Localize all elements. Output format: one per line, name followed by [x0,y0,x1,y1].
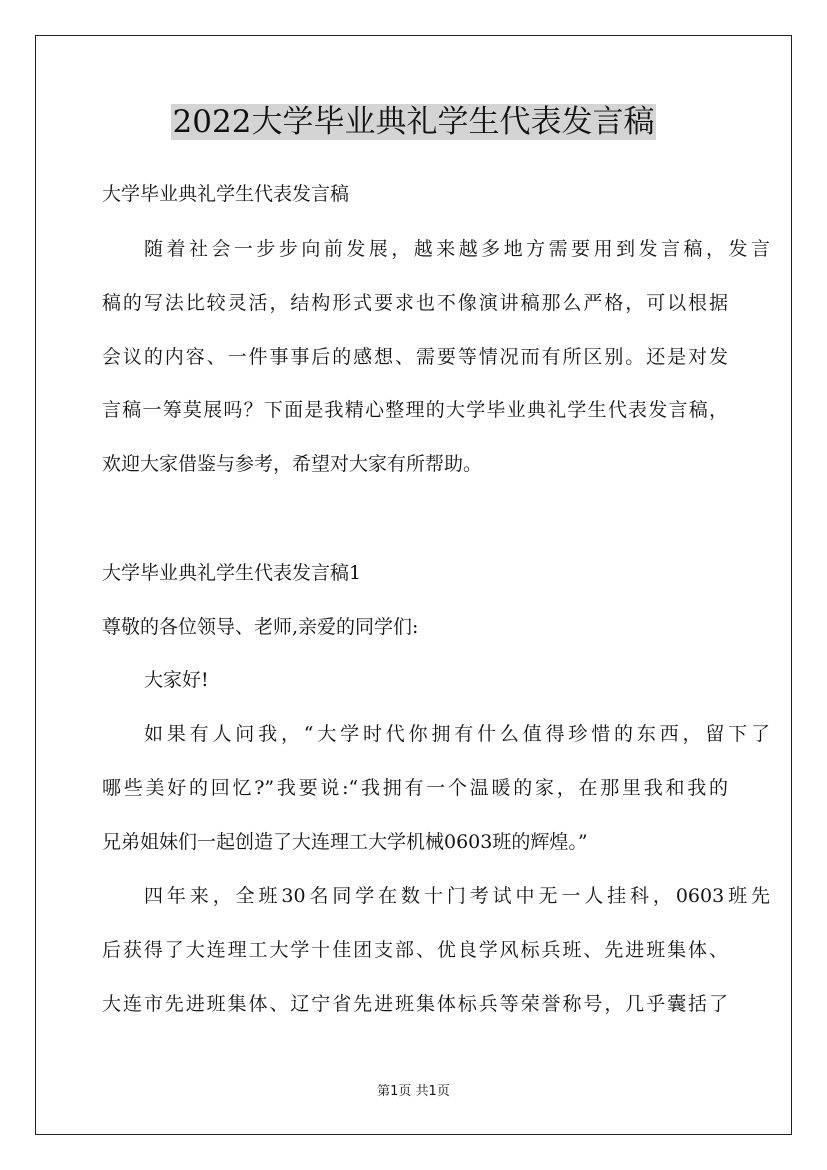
document-title [0,100,827,144]
intro-line: 欢迎大家借鉴与参考，希望对大家有所帮助。 [102,453,483,475]
intro-line: 稿的写法比较灵活，结构形式要求也不像演讲稿那么严格，可以根据 [102,292,728,314]
intro-line: 会议的内容、一件事事后的感想、需要等情况而有所区别。还是对发 [102,346,728,368]
paragraph-line: 大连市先进班集体、辽宁省先进班集体标兵等荣誉称号，几乎囊括了 [102,993,728,1015]
paragraph-line: 如果有人问我，“大学时代你拥有什么值得珍惜的东西，留下了 [144,723,770,745]
salutation: 尊敬的各位领导、老师,亲爱的同学们: [102,616,419,638]
intro-line: 随着社会一步步向前发展，越来越多地方需要用到发言稿，发言 [144,238,770,260]
document-subtitle: 大学毕业典礼学生代表发言稿 [102,183,350,205]
paragraph-line: 哪些美好的回忆?”我要说:“我拥有一个温暖的家，在那里我和我的 [102,777,728,799]
paragraph-line: 后获得了大连理工大学十佳团支部、优良学风标兵班、先进班集体、 [102,939,728,961]
page-footer [0,1083,827,1101]
paragraph-line: 四年来，全班30名同学在数十门考试中无一人挂科，0603班先 [144,885,770,907]
section-heading: 大学毕业典礼学生代表发言稿1 [102,562,362,584]
intro-line: 言稿一筹莫展吗？下面是我精心整理的大学毕业典礼学生代表发言稿， [102,399,728,421]
paragraph-line: 兄弟姐妹们一起创造了大连理工大学机械0603班的辉煌。” [102,831,588,853]
document-title-text: 2022大学毕业典礼学生代表发言稿 [172,104,655,140]
greeting: 大家好! [144,669,209,691]
page-number: 第1页 共1页 [377,1084,450,1099]
